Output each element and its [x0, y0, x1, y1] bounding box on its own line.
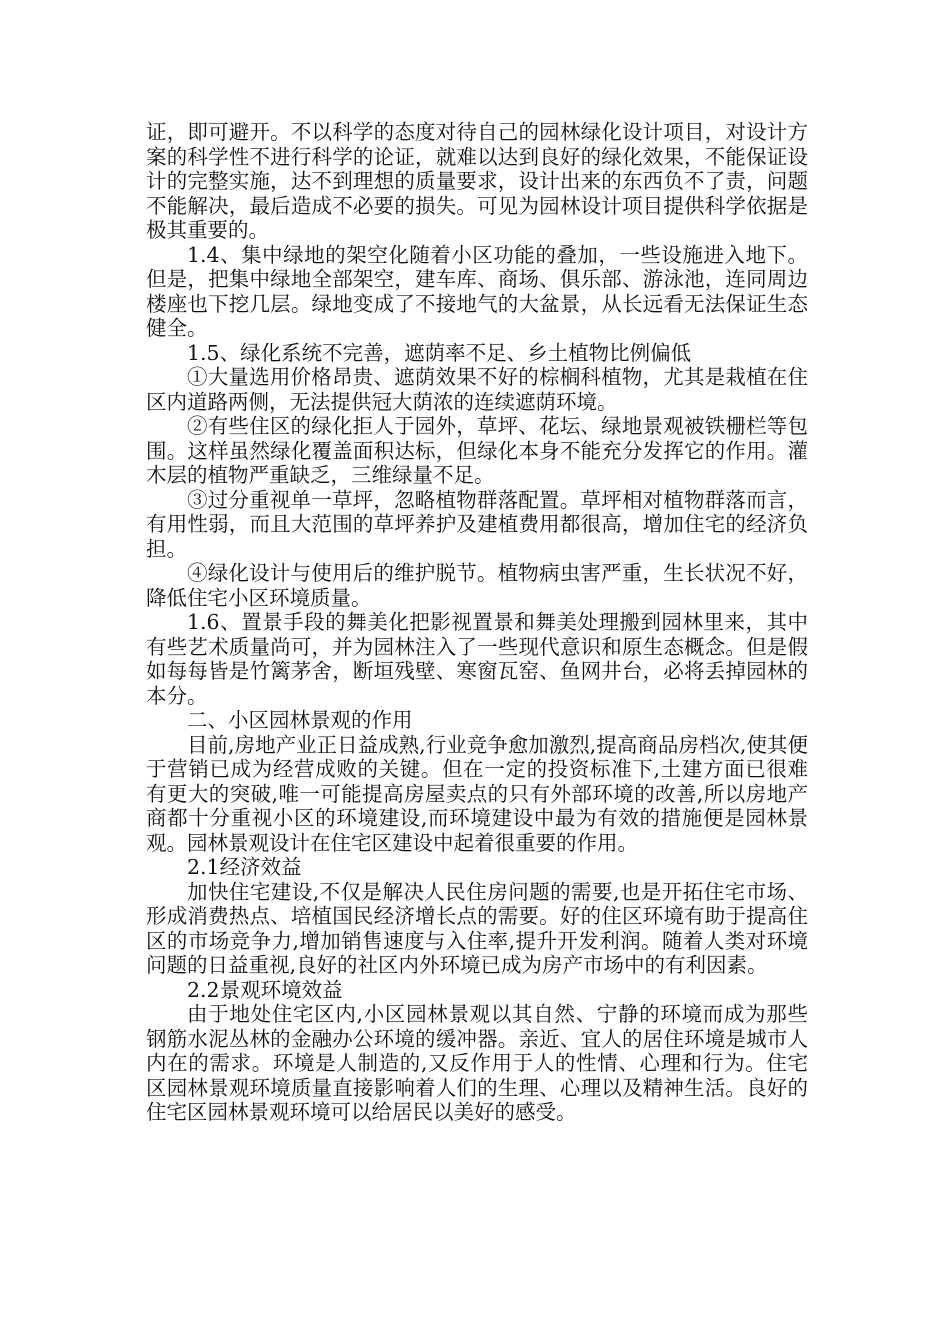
- document-page: [146, 120, 808, 1125]
- paragraph-item-1: ①大量选用价格昂贵、遮荫效果不好的棕榈科植物，尤其是栽植在住区内道路两侧，无法提供冠大荫浓的连续遮荫环境。: [146, 365, 808, 414]
- paragraph-section-1-6: 1.6、置景手段的舞美化把影视置景和舞美处理搬到园林里来，其中有些艺术质量尚可，并为园林注入了一些现代意识和原生态概念。但是假如每每皆是竹篱茅舍，断垣残壁、寒窗瓦窑、鱼网井台，必将丢掉园林的本分。: [146, 610, 808, 708]
- paragraph-section-2-2: 由于地处住宅区内,小区园林景观以其自然、宁静的环境而成为那些钢筋水泥丛林的金融办公环境的缓冲器。亲近、宜人的居住环境是城市人内在的需求。环境是人制造的,又反作用于人的性情、心理和行为。住宅区园林景观环境质量直接影响着人们的生理、心理以及精神生活。良好的住宅区园林景观环境可以给居民以美好的感受。: [146, 1002, 808, 1124]
- paragraph-section-2-1: 加快住宅建设,不仅是解决人民住房问题的需要,也是开拓住宅市场、形成消费热点、培植国民经济增长点的需要。好的住区环境有助于提高住区的市场竞争力,增加销售速度与入住率,提升开发利润。随着人类对环境问题的日益重视,良好的社区内外环境已成为房产市场中的有利因素。: [146, 879, 808, 977]
- paragraph-section-1-4: 1.4、集中绿地的架空化随着小区功能的叠加，一些设施进入地下。但是，把集中绿地全部架空，建车库、商场、俱乐部、游泳池，连同周边楼座也下挖几层。绿地变成了不接地气的大盆景，从长远看无法保证生态健全。: [146, 242, 808, 340]
- paragraph-section-1-5-heading: 1.5、绿化系统不完善，遮荫率不足、乡土植物比例偏低: [187, 340, 692, 365]
- paragraph-section-2-intro: 目前,房地产业正日益成熟,行业竞争愈加激烈,提高商品房档次,使其便于营销已成为经营成败的关键。但在一定的投资标准下,土建方面已很难有更大的突破,唯一可能提高房屋卖点的只有外部环境的改善,所以房地产商都十分重视小区的环境建设,而环境建设中最为有效的措施便是园林景观。园林景观设计在住宅区建设中起着很重要的作用。: [146, 732, 808, 855]
- section-2-2-heading: 2.2景观环境效益: [187, 977, 343, 1002]
- section-2-1-heading: 2.1经济效益: [187, 855, 302, 879]
- paragraph-continuation: 证，即可避开。不以科学的态度对待自己的园林绿化设计项目，对设计方案的科学性不进行科学的论证，就难以达到良好的绿化效果，不能保证设计的完整实施，达不到理想的质量要求，设计出来的东西负不了责，问题不能解决，最后造成不必要的损失。可见为园林设计项目提供科学依据是极其重要的。: [146, 120, 808, 242]
- paragraph-item-2: ②有些住区的绿化拒人于园外，草坪、花坛、绿地景观被铁栅栏等包围。这样虽然绿化覆盖面积达标，但绿化本身不能充分发挥它的作用。灌木层的植物严重缺乏，三维绿量不足。: [146, 414, 808, 487]
- section-2-heading: 二、小区园林景观的作用: [187, 708, 413, 732]
- paragraph-item-4: ④绿化设计与使用后的维护脱节。植物病虫害严重，生长状况不好，降低住宅小区环境质量。: [146, 561, 808, 610]
- paragraph-item-3: ③过分重视单一草坪，忽略植物群落配置。草坪相对植物群落而言，有用性弱，而且大范围的草坪养护及建植费用都很高，增加住宅的经济负担。: [146, 487, 808, 561]
